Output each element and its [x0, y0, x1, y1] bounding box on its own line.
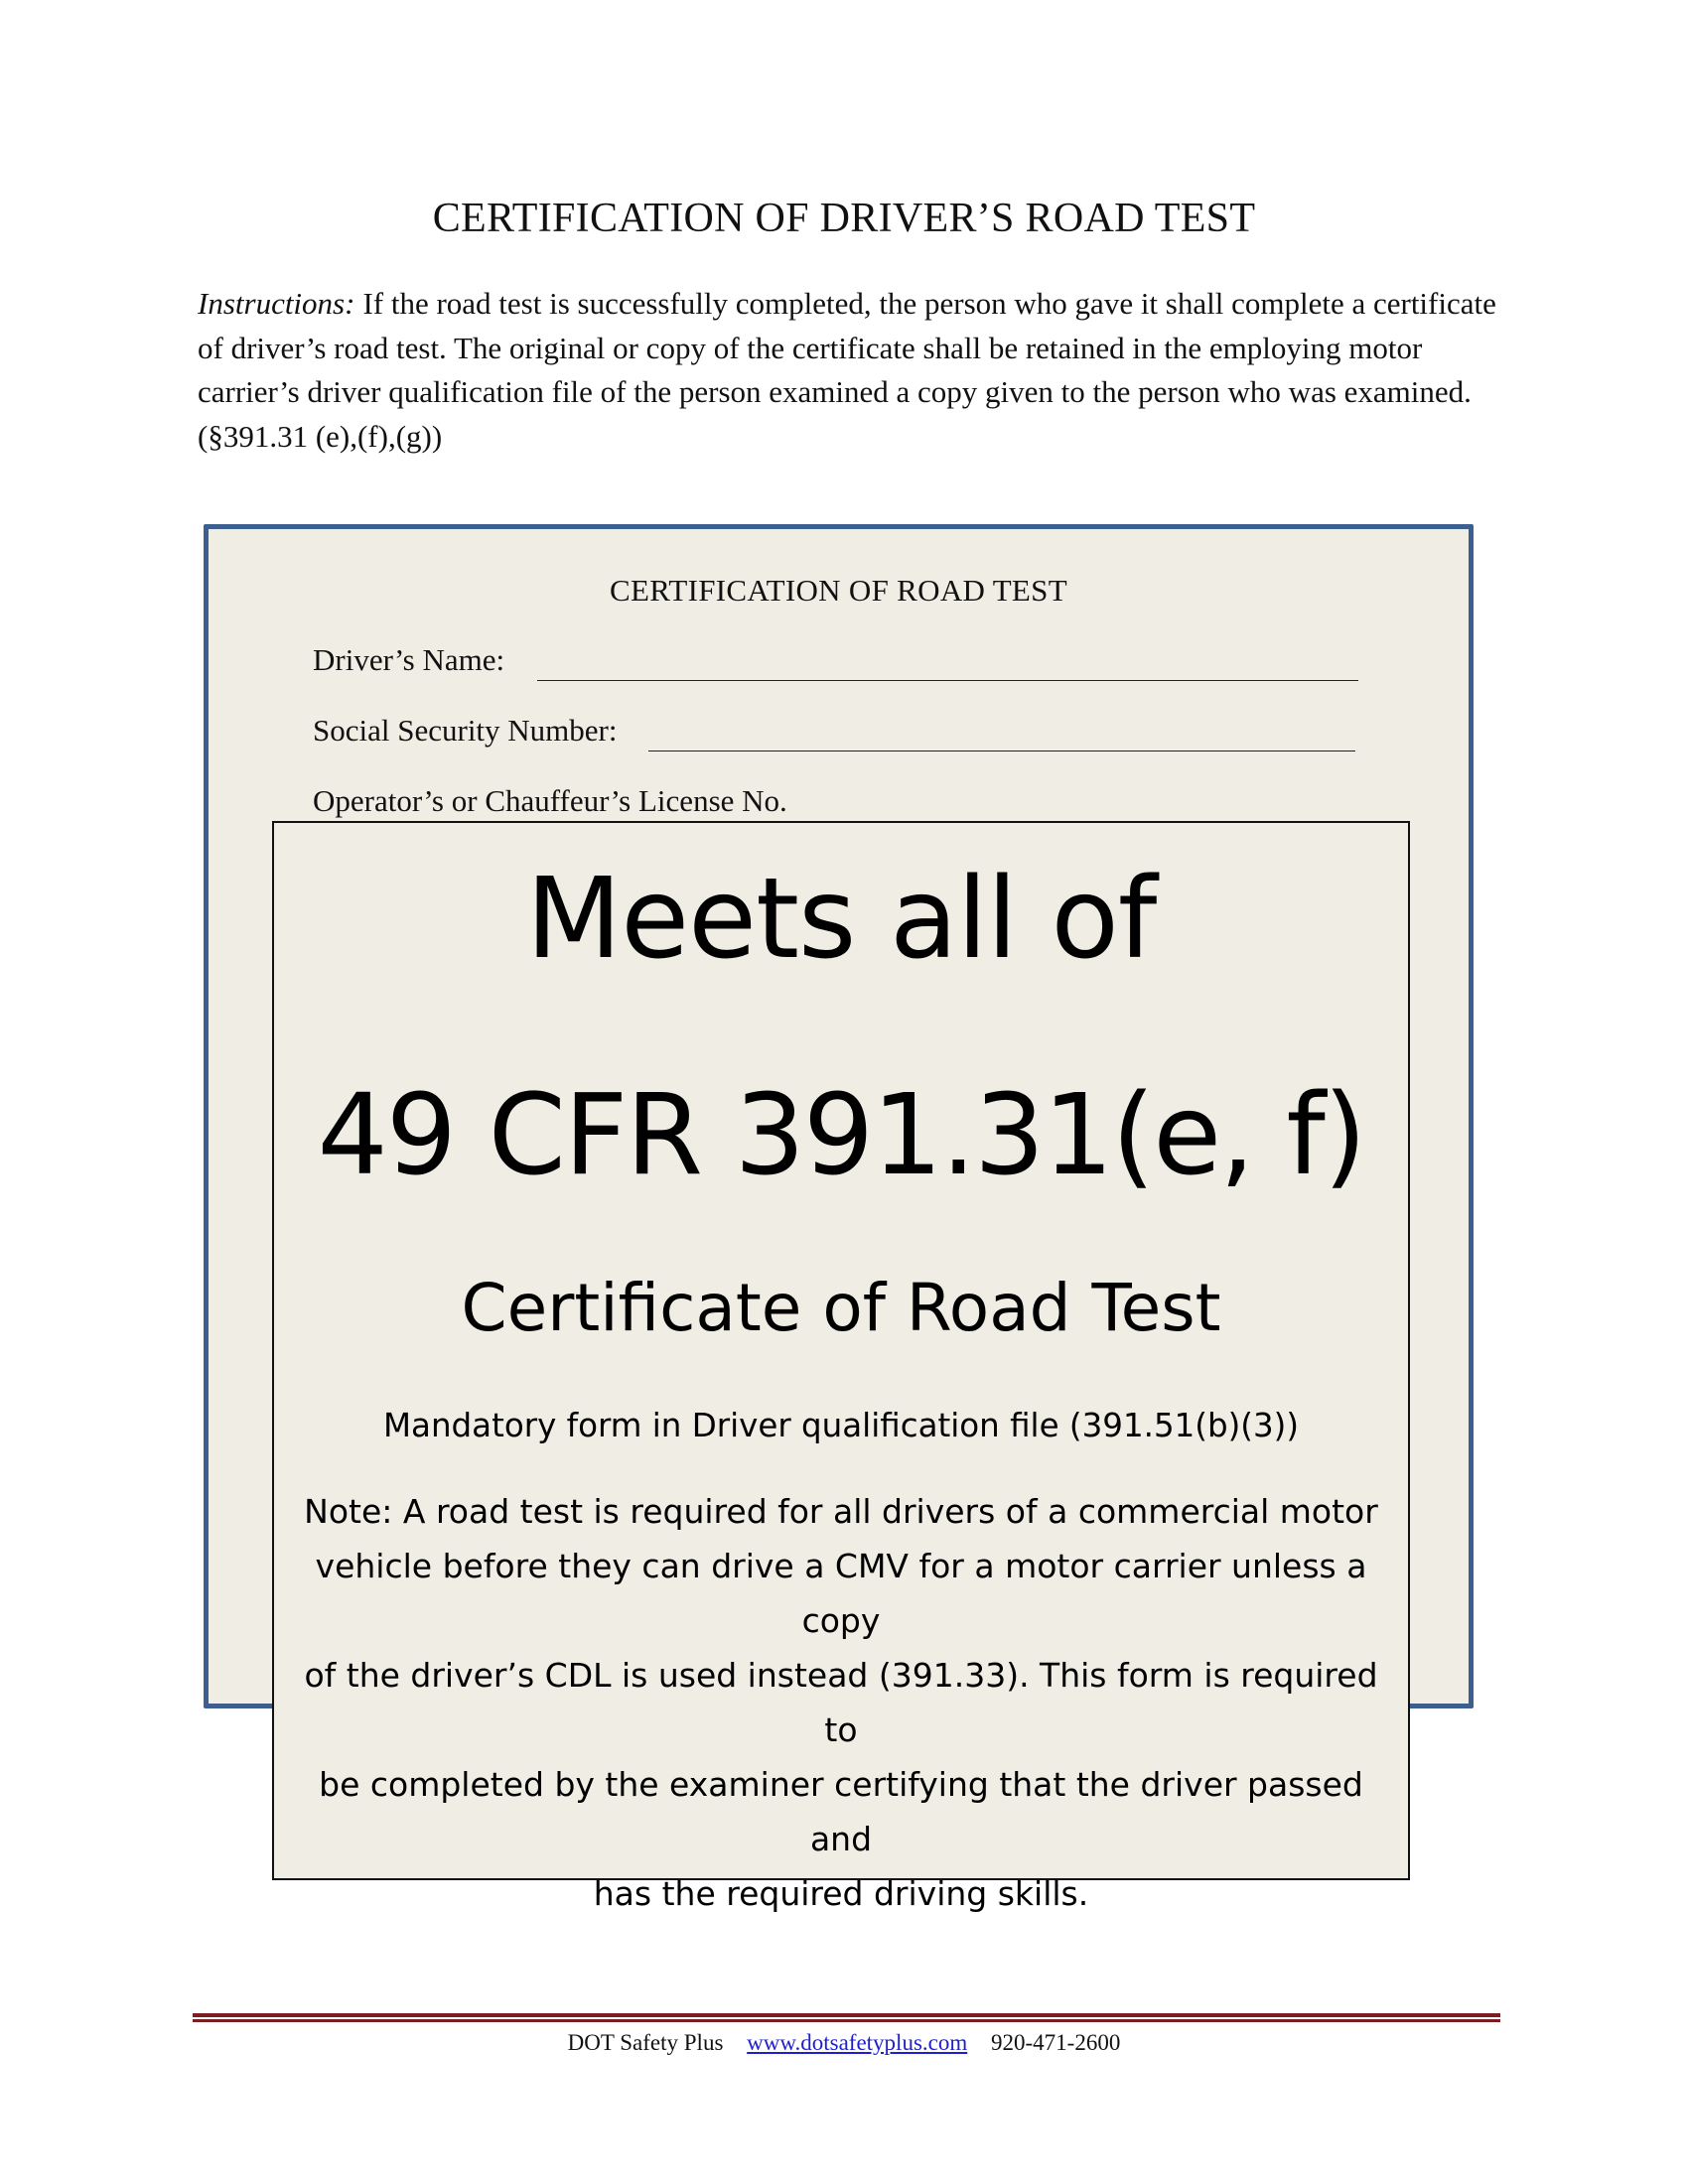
license-number-label: Operator’s or Chauffeur’s License No. — [313, 783, 787, 818]
footer-website-link[interactable]: www.dotsafetyplus.com — [747, 2030, 968, 2055]
compliance-overlay-box — [272, 821, 1410, 1913]
ssn-field — [313, 713, 618, 749]
overlay-note-line: Note: A road test is required for all drivers of a commercial motor — [304, 1492, 1378, 1531]
drivers-name-input-line[interactable] — [537, 642, 1358, 681]
license-number-field — [313, 783, 787, 819]
overlay-subtitle: Certificate of Road Test — [461, 1270, 1221, 1346]
certificate-heading: CERTIFICATION OF ROAD TEST — [610, 573, 1067, 608]
ssn-input-line[interactable] — [648, 713, 1355, 751]
instructions-paragraph — [198, 282, 1498, 459]
overlay-note-line: has the required driving skills. — [593, 1874, 1089, 1913]
instructions-text: If the road test is successfully completed, the person who gave it shall complete a certificate of driver’s road test. The original or copy of the certificate shall be retained in the employing motor carrier’s driver qualification file of the person examined a copy given to the person who was examined. (§391.31 (e),(f),(g)) — [198, 286, 1496, 454]
overlay-note-line: of the driver’s CDL is used instead (391.33). This form is required to — [304, 1656, 1378, 1749]
overlay-note — [292, 1484, 1390, 1921]
overlay-mandatory-text: Mandatory form in Driver qualification file (391.51(b)(3)) — [382, 1407, 1300, 1444]
overlay-note-line: be completed by the examiner certifying that the driver passed and — [319, 1765, 1363, 1858]
overlay-note-line: vehicle before they can drive a CMV for a motor carrier unless a copy — [315, 1547, 1367, 1640]
drivers-name-label: Driver’s Name: — [313, 642, 505, 677]
footer-phone: 920-471-2600 — [991, 2030, 1121, 2055]
footer-company: DOT Safety Plus — [567, 2030, 724, 2055]
license-number-input-line[interactable] — [834, 783, 1357, 822]
footer — [0, 2030, 1688, 2056]
drivers-name-field — [313, 642, 504, 678]
page-title: CERTIFICATION OF DRIVER’S ROAD TEST — [432, 196, 1256, 241]
ssn-label: Social Security Number: — [313, 713, 618, 748]
overlay-regulation: 49 CFR 391.31(e, f) — [317, 1071, 1365, 1200]
instructions-label: Instructions: — [198, 286, 355, 321]
overlay-headline: Meets all of — [525, 855, 1157, 984]
footer-divider — [193, 2013, 1500, 2022]
